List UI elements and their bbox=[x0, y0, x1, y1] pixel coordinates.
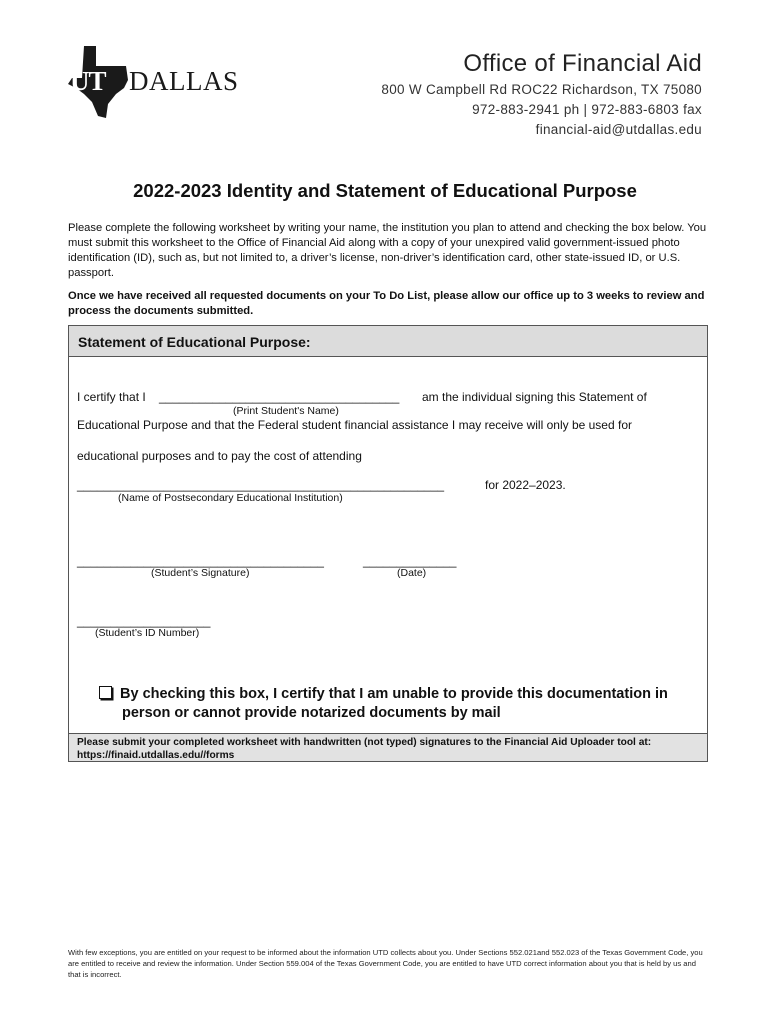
document-title: 2022-2023 Identity and Statement of Educational Purpose bbox=[133, 180, 637, 201]
intro-paragraph: Please complete the following worksheet by writing your name, the institution you plan to attend and checking the box below. You must submit this worksheet to the Office of Financial Aid along with a copy of your unexpired valid government-issued photo identification (ID), such as, but not limited to, a driver’s license, non-driver’s identification card, other state-issued ID, or U.S. passport. bbox=[68, 222, 707, 279]
processing-notice: Once we have received all requested documents on your To Do List, please allow our office up to 3 weeks to review and process the documents submitted. bbox=[68, 290, 705, 317]
institution-name-line[interactable]: _______________________________________________________ bbox=[77, 478, 445, 492]
student-id-line[interactable]: ____________________ bbox=[77, 614, 211, 628]
institution-caption: (Name of Postsecondary Educational Institution) bbox=[118, 492, 343, 504]
ut-dallas-logo: UT DALLAS bbox=[66, 44, 266, 120]
checkbox-label-line-1: By checking this box, I certify that I am unable to provide this documentation in bbox=[120, 686, 668, 702]
office-phone: 972-883-2941 ph | 972-883-6803 fax bbox=[472, 102, 702, 117]
student-id-caption: (Student’s ID Number) bbox=[95, 627, 200, 639]
statement-heading: Statement of Educational Purpose: bbox=[78, 334, 311, 350]
office-email[interactable]: financial-aid@utdallas.edu bbox=[535, 122, 702, 137]
checkbox-label-line-2: person or cannot provide notarized documents by mail bbox=[122, 705, 501, 721]
certify-prefix: I certify that I bbox=[77, 390, 146, 404]
date-line[interactable]: ______________ bbox=[363, 554, 457, 568]
unable-to-provide-checkbox[interactable] bbox=[99, 686, 112, 699]
signature-line[interactable]: _____________________________________ bbox=[77, 554, 324, 568]
office-address: 800 W Campbell Rd ROC22 Richardson, TX 75080 bbox=[381, 82, 702, 97]
logo-wordmark bbox=[68, 64, 268, 65]
award-year: for 2022–2023. bbox=[485, 478, 566, 492]
date-caption: (Date) bbox=[397, 567, 427, 579]
submit-instructions: Please submit your completed worksheet with handwritten (not typed) signatures to the Financial Aid Uploader tool at: https://finaid.utdallas.edu//forms bbox=[77, 737, 652, 761]
signature-caption: (Student’s Signature) bbox=[151, 567, 250, 579]
unable-to-provide-option bbox=[99, 685, 668, 723]
print-name-caption: (Print Student's Name) bbox=[233, 405, 339, 417]
privacy-notice: With few exceptions, you are entitled on your request to be informed about the information UTD collects about you. Under Sections 552.021and 552.023 of the Texas Government Code, you are entitled to receive and review the information. Under Section 559.004 of the Texas Government Code, you are entitled to have UTD correct information about you that is held by us and that is incorrect. bbox=[68, 948, 703, 979]
student-name-line[interactable]: ____________________________________ bbox=[159, 390, 400, 404]
statement-line-2: Educational Purpose and that the Federal student financial assistance I may receive will only be used for bbox=[77, 418, 632, 432]
certify-suffix: am the individual signing this Statement of bbox=[422, 390, 647, 404]
statement-line-3: educational purposes and to pay the cost of attending bbox=[77, 449, 362, 463]
office-title: Office of Financial Aid bbox=[463, 50, 702, 77]
